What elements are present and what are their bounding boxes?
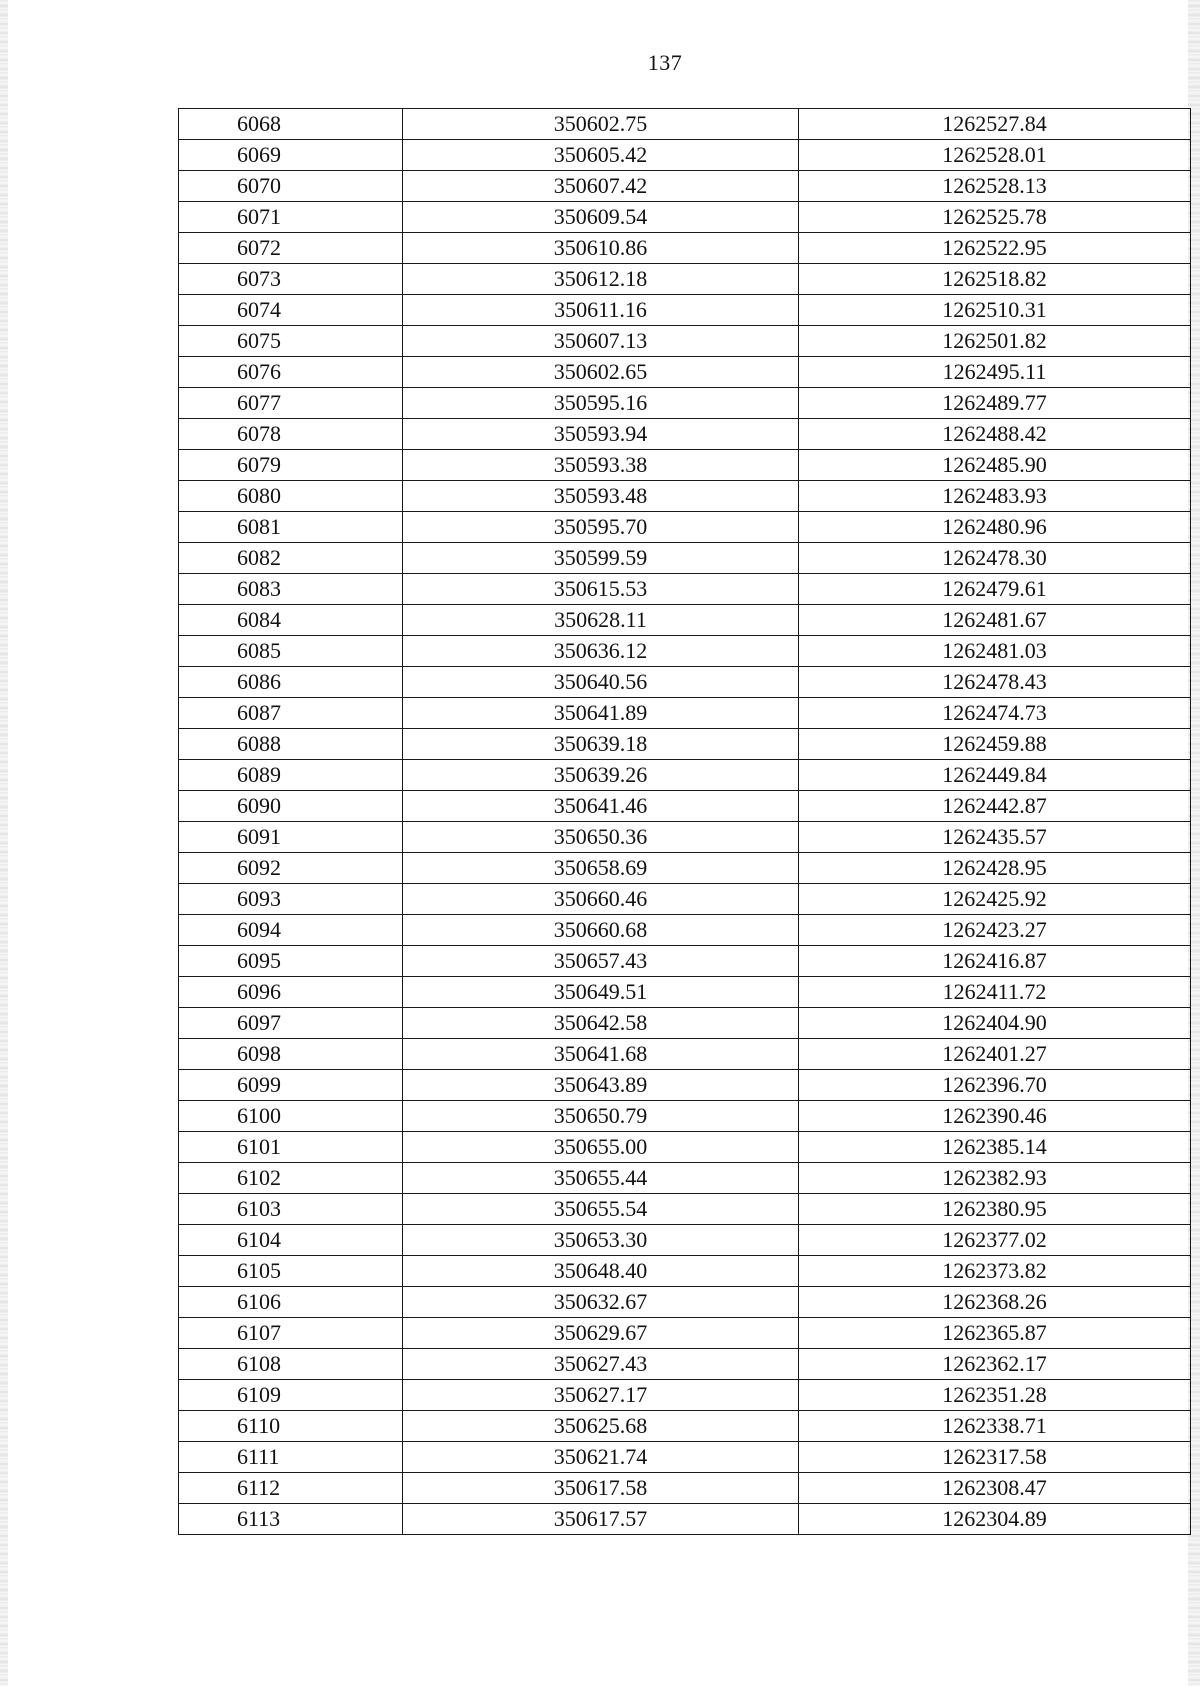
- point-number-cell: 6094: [179, 915, 403, 946]
- point-number-cell: 6084: [179, 605, 403, 636]
- table-row: [179, 1101, 1191, 1132]
- x-coordinate-cell: 350611.16: [403, 295, 799, 326]
- page-number: 137: [647, 50, 683, 75]
- coordinates-table: [178, 108, 1191, 1535]
- table-row: [179, 698, 1191, 729]
- point-number-cell: 6086: [179, 667, 403, 698]
- table-row: [179, 233, 1191, 264]
- x-coordinate-cell: 350632.67: [403, 1287, 799, 1318]
- point-number-cell: 6087: [179, 698, 403, 729]
- point-number-cell: 6101: [179, 1132, 403, 1163]
- point-number-cell: 6074: [179, 295, 403, 326]
- point-number-cell: 6080: [179, 481, 403, 512]
- table-row: [179, 1318, 1191, 1349]
- table-row: [179, 884, 1191, 915]
- table-row: [179, 729, 1191, 760]
- point-number-cell: 6108: [179, 1349, 403, 1380]
- y-coordinate-cell: 1262478.30: [799, 543, 1191, 574]
- y-coordinate-cell: 1262368.26: [799, 1287, 1191, 1318]
- y-coordinate-cell: 1262308.47: [799, 1473, 1191, 1504]
- y-coordinate-cell: 1262425.92: [799, 884, 1191, 915]
- point-number-cell: 6073: [179, 264, 403, 295]
- x-coordinate-cell: 350649.51: [403, 977, 799, 1008]
- y-coordinate-cell: 1262501.82: [799, 326, 1191, 357]
- y-coordinate-cell: 1262483.93: [799, 481, 1191, 512]
- y-coordinate-cell: 1262442.87: [799, 791, 1191, 822]
- table-row: [179, 295, 1191, 326]
- x-coordinate-cell: 350627.43: [403, 1349, 799, 1380]
- table-row: [179, 605, 1191, 636]
- point-number-cell: 6103: [179, 1194, 403, 1225]
- point-number-cell: 6096: [179, 977, 403, 1008]
- y-coordinate-cell: 1262362.17: [799, 1349, 1191, 1380]
- table-row: [179, 109, 1191, 140]
- table-row: [179, 481, 1191, 512]
- y-coordinate-cell: 1262396.70: [799, 1070, 1191, 1101]
- x-coordinate-cell: 350655.54: [403, 1194, 799, 1225]
- y-coordinate-cell: 1262351.28: [799, 1380, 1191, 1411]
- y-coordinate-cell: 1262390.46: [799, 1101, 1191, 1132]
- table-row: [179, 140, 1191, 171]
- table-row: [179, 512, 1191, 543]
- x-coordinate-cell: 350607.13: [403, 326, 799, 357]
- point-number-cell: 6088: [179, 729, 403, 760]
- y-coordinate-cell: 1262488.42: [799, 419, 1191, 450]
- point-number-cell: 6077: [179, 388, 403, 419]
- y-coordinate-cell: 1262518.82: [799, 264, 1191, 295]
- y-coordinate-cell: 1262423.27: [799, 915, 1191, 946]
- point-number-cell: 6109: [179, 1380, 403, 1411]
- x-coordinate-cell: 350595.70: [403, 512, 799, 543]
- x-coordinate-cell: 350593.48: [403, 481, 799, 512]
- x-coordinate-cell: 350602.75: [403, 109, 799, 140]
- table-row: [179, 326, 1191, 357]
- x-coordinate-cell: 350627.17: [403, 1380, 799, 1411]
- point-number-cell: 6092: [179, 853, 403, 884]
- y-coordinate-cell: 1262449.84: [799, 760, 1191, 791]
- table-row: [179, 1349, 1191, 1380]
- table-row: [179, 667, 1191, 698]
- point-number-cell: 6099: [179, 1070, 403, 1101]
- table-row: [179, 264, 1191, 295]
- table-row: [179, 388, 1191, 419]
- x-coordinate-cell: 350641.46: [403, 791, 799, 822]
- table-row: [179, 1411, 1191, 1442]
- point-number-cell: 6100: [179, 1101, 403, 1132]
- table-row: [179, 822, 1191, 853]
- x-coordinate-cell: 350599.59: [403, 543, 799, 574]
- table-row: [179, 450, 1191, 481]
- table-row: [179, 419, 1191, 450]
- x-coordinate-cell: 350628.11: [403, 605, 799, 636]
- point-number-cell: 6093: [179, 884, 403, 915]
- x-coordinate-cell: 350642.58: [403, 1008, 799, 1039]
- x-coordinate-cell: 350660.46: [403, 884, 799, 915]
- x-coordinate-cell: 350643.89: [403, 1070, 799, 1101]
- y-coordinate-cell: 1262416.87: [799, 946, 1191, 977]
- y-coordinate-cell: 1262428.95: [799, 853, 1191, 884]
- y-coordinate-cell: 1262485.90: [799, 450, 1191, 481]
- point-number-cell: 6091: [179, 822, 403, 853]
- point-number-cell: 6112: [179, 1473, 403, 1504]
- table-row: [179, 1070, 1191, 1101]
- point-number-cell: 6102: [179, 1163, 403, 1194]
- x-coordinate-cell: 350610.86: [403, 233, 799, 264]
- x-coordinate-cell: 350609.54: [403, 202, 799, 233]
- x-coordinate-cell: 350650.36: [403, 822, 799, 853]
- table-row: [179, 915, 1191, 946]
- x-coordinate-cell: 350653.30: [403, 1225, 799, 1256]
- point-number-cell: 6097: [179, 1008, 403, 1039]
- y-coordinate-cell: 1262380.95: [799, 1194, 1191, 1225]
- x-coordinate-cell: 350595.16: [403, 388, 799, 419]
- y-coordinate-cell: 1262495.11: [799, 357, 1191, 388]
- point-number-cell: 6071: [179, 202, 403, 233]
- point-number-cell: 6075: [179, 326, 403, 357]
- x-coordinate-cell: 350660.68: [403, 915, 799, 946]
- table-row: [179, 1287, 1191, 1318]
- y-coordinate-cell: 1262481.03: [799, 636, 1191, 667]
- y-coordinate-cell: 1262481.67: [799, 605, 1191, 636]
- point-number-cell: 6068: [179, 109, 403, 140]
- point-number-cell: 6105: [179, 1256, 403, 1287]
- point-number-cell: 6107: [179, 1318, 403, 1349]
- table-row: [179, 1473, 1191, 1504]
- table-row: [179, 791, 1191, 822]
- point-number-cell: 6106: [179, 1287, 403, 1318]
- x-coordinate-cell: 350615.53: [403, 574, 799, 605]
- table-row: [179, 574, 1191, 605]
- point-number-cell: 6110: [179, 1411, 403, 1442]
- point-number-cell: 6095: [179, 946, 403, 977]
- coordinates-table-body: [179, 109, 1191, 1535]
- y-coordinate-cell: 1262404.90: [799, 1008, 1191, 1039]
- point-number-cell: 6113: [179, 1504, 403, 1535]
- table-row: [179, 1256, 1191, 1287]
- point-number-cell: 6098: [179, 1039, 403, 1070]
- point-number-cell: 6078: [179, 419, 403, 450]
- x-coordinate-cell: 350658.69: [403, 853, 799, 884]
- x-coordinate-cell: 350593.94: [403, 419, 799, 450]
- table-row: [179, 636, 1191, 667]
- table-row: [179, 357, 1191, 388]
- table-row: [179, 760, 1191, 791]
- table-row: [179, 1225, 1191, 1256]
- table-row: [179, 946, 1191, 977]
- table-row: [179, 1132, 1191, 1163]
- x-coordinate-cell: 350655.44: [403, 1163, 799, 1194]
- x-coordinate-cell: 350625.68: [403, 1411, 799, 1442]
- point-number-cell: 6082: [179, 543, 403, 574]
- x-coordinate-cell: 350612.18: [403, 264, 799, 295]
- y-coordinate-cell: 1262304.89: [799, 1504, 1191, 1535]
- table-row: [179, 1039, 1191, 1070]
- y-coordinate-cell: 1262411.72: [799, 977, 1191, 1008]
- y-coordinate-cell: 1262373.82: [799, 1256, 1191, 1287]
- y-coordinate-cell: 1262365.87: [799, 1318, 1191, 1349]
- table-row: [179, 1008, 1191, 1039]
- point-number-cell: 6076: [179, 357, 403, 388]
- x-coordinate-cell: 350593.38: [403, 450, 799, 481]
- table-row: [179, 543, 1191, 574]
- point-number-cell: 6090: [179, 791, 403, 822]
- y-coordinate-cell: 1262528.13: [799, 171, 1191, 202]
- x-coordinate-cell: 350655.00: [403, 1132, 799, 1163]
- y-coordinate-cell: 1262435.57: [799, 822, 1191, 853]
- table-row: [179, 1163, 1191, 1194]
- x-coordinate-cell: 350639.18: [403, 729, 799, 760]
- y-coordinate-cell: 1262338.71: [799, 1411, 1191, 1442]
- y-coordinate-cell: 1262474.73: [799, 698, 1191, 729]
- y-coordinate-cell: 1262459.88: [799, 729, 1191, 760]
- x-coordinate-cell: 350617.58: [403, 1473, 799, 1504]
- table-row: [179, 1442, 1191, 1473]
- y-coordinate-cell: 1262525.78: [799, 202, 1191, 233]
- y-coordinate-cell: 1262385.14: [799, 1132, 1191, 1163]
- x-coordinate-cell: 350605.42: [403, 140, 799, 171]
- y-coordinate-cell: 1262510.31: [799, 295, 1191, 326]
- x-coordinate-cell: 350636.12: [403, 636, 799, 667]
- point-number-cell: 6085: [179, 636, 403, 667]
- table-row: [179, 1504, 1191, 1535]
- point-number-cell: 6081: [179, 512, 403, 543]
- y-coordinate-cell: 1262382.93: [799, 1163, 1191, 1194]
- x-coordinate-cell: 350607.42: [403, 171, 799, 202]
- y-coordinate-cell: 1262401.27: [799, 1039, 1191, 1070]
- point-number-cell: 6070: [179, 171, 403, 202]
- x-coordinate-cell: 350650.79: [403, 1101, 799, 1132]
- y-coordinate-cell: 1262480.96: [799, 512, 1191, 543]
- table-row: [179, 171, 1191, 202]
- x-coordinate-cell: 350617.57: [403, 1504, 799, 1535]
- y-coordinate-cell: 1262317.58: [799, 1442, 1191, 1473]
- x-coordinate-cell: 350641.68: [403, 1039, 799, 1070]
- point-number-cell: 6089: [179, 760, 403, 791]
- scan-edge-left: [0, 0, 8, 1686]
- point-number-cell: 6072: [179, 233, 403, 264]
- x-coordinate-cell: 350629.67: [403, 1318, 799, 1349]
- table-row: [179, 853, 1191, 884]
- y-coordinate-cell: 1262489.77: [799, 388, 1191, 419]
- y-coordinate-cell: 1262522.95: [799, 233, 1191, 264]
- table-row: [179, 202, 1191, 233]
- point-number-cell: 6079: [179, 450, 403, 481]
- x-coordinate-cell: 350640.56: [403, 667, 799, 698]
- table-row: [179, 1380, 1191, 1411]
- point-number-cell: 6104: [179, 1225, 403, 1256]
- x-coordinate-cell: 350602.65: [403, 357, 799, 388]
- y-coordinate-cell: 1262479.61: [799, 574, 1191, 605]
- y-coordinate-cell: 1262478.43: [799, 667, 1191, 698]
- y-coordinate-cell: 1262377.02: [799, 1225, 1191, 1256]
- x-coordinate-cell: 350621.74: [403, 1442, 799, 1473]
- x-coordinate-cell: 350641.89: [403, 698, 799, 729]
- x-coordinate-cell: 350648.40: [403, 1256, 799, 1287]
- x-coordinate-cell: 350639.26: [403, 760, 799, 791]
- point-number-cell: 6083: [179, 574, 403, 605]
- x-coordinate-cell: 350657.43: [403, 946, 799, 977]
- table-row: [179, 1194, 1191, 1225]
- y-coordinate-cell: 1262527.84: [799, 109, 1191, 140]
- point-number-cell: 6111: [179, 1442, 403, 1473]
- point-number-cell: 6069: [179, 140, 403, 171]
- y-coordinate-cell: 1262528.01: [799, 140, 1191, 171]
- table-row: [179, 977, 1191, 1008]
